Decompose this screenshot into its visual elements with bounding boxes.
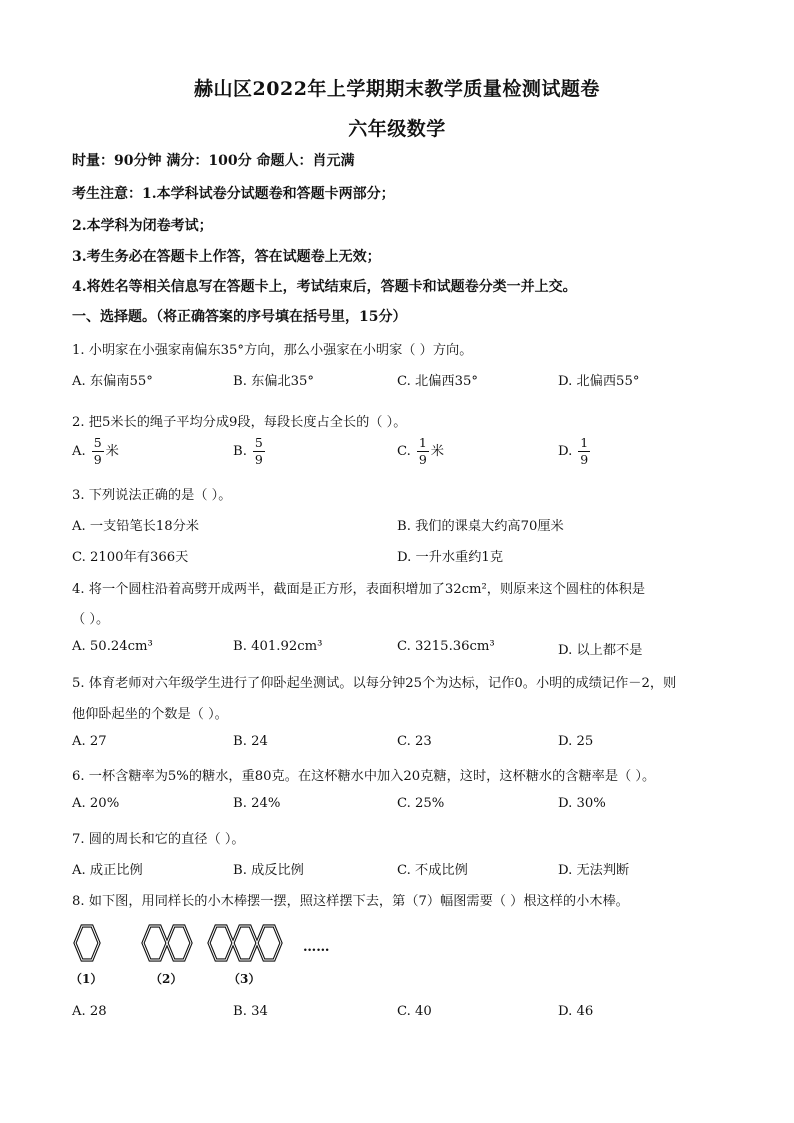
- question-8-stem: 8. 如下图，用同样长的小木棒摆一摆，照这样摆下去，第（7）幅图需要（ ）根这样的小木棒。: [72, 894, 629, 909]
- numerator: 1: [418, 435, 427, 450]
- denominator: 9: [93, 451, 102, 467]
- question-6-option-c: C. 25%: [397, 796, 445, 811]
- question-1-option-d: D. 北偏西55°: [558, 374, 640, 389]
- question-8-option-a: A. 28: [72, 1004, 107, 1019]
- figure-3-label: （3）: [228, 972, 261, 986]
- option-label: A.: [72, 444, 86, 459]
- question-6-stem: 6. 一杯含糖率为5%的糖水，重80克。在这杯糖水中加入20克糖，这时，这杯糖水的含糖率是（ ）。: [72, 769, 656, 784]
- section-heading: 一、选择题。（将正确答案的序号填在括号里，15分）: [72, 309, 407, 325]
- note-2: 2.本学科为闭卷考试；: [72, 218, 213, 234]
- denominator: 9: [254, 451, 263, 467]
- stick-pattern-figure-1: [68, 924, 113, 964]
- question-7-option-d: D. 无法判断: [558, 863, 630, 878]
- numerator: 5: [254, 435, 263, 450]
- question-7-stem: 7. 圆的周长和它的直径（ ）。: [72, 832, 245, 847]
- page-subtitle: 六年级数学: [348, 118, 446, 140]
- question-6-option-b: B. 24%: [233, 796, 281, 811]
- unit: 米: [105, 444, 119, 459]
- question-4-option-a: A. 50.24cm³: [72, 639, 153, 654]
- question-4-option-c: C. 3215.36cm³: [397, 639, 495, 654]
- question-5-option-a: A. 27: [72, 734, 107, 749]
- question-2-stem: 2. 把5米长的绳子平均分成9段，每段长度占全长的（ ）。: [72, 415, 407, 430]
- question-3-option-a: A. 一支铅笔长18分米: [72, 519, 199, 534]
- note-1: 考生注意：1.本学科试卷分试题卷和答题卡两部分；: [72, 186, 395, 202]
- figure-2-label: （2）: [150, 972, 183, 986]
- question-1-option-c: C. 北偏西35°: [397, 374, 478, 389]
- unit: 米: [430, 444, 444, 459]
- denominator: 9: [580, 451, 589, 467]
- denominator: 9: [418, 451, 427, 467]
- question-7-option-b: B. 成反比例: [233, 863, 304, 878]
- question-5-stem: 5. 体育老师对六年级学生进行了仰卧起坐测试。以每分钟25个为达标，记作0。小明的成绩记作－2，则: [72, 676, 677, 691]
- question-2-option-d: [558, 437, 592, 466]
- fraction: [92, 437, 104, 466]
- question-4-option-b: B. 401.92cm³: [233, 639, 323, 654]
- question-3-option-b: B. 我们的课桌大约高70厘米: [397, 519, 564, 534]
- page-title: 赫山区2022年上学期期末教学质量检测试题卷: [194, 78, 600, 100]
- question-5-option-b: B. 24: [233, 734, 268, 749]
- numerator: 1: [580, 435, 589, 450]
- question-7-option-a: A. 成正比例: [72, 863, 143, 878]
- question-1-option-b: B. 东偏北35°: [233, 374, 315, 389]
- option-label: C.: [397, 444, 411, 459]
- question-4-option-d: D. 以上都不是: [558, 643, 643, 658]
- question-8-option-d: D. 46: [558, 1004, 594, 1019]
- fraction: [253, 437, 265, 466]
- question-4-stem-continued: （ ）。: [72, 612, 110, 627]
- question-3-option-c: C. 2100年有366天: [72, 550, 189, 565]
- fraction: [417, 437, 429, 466]
- question-8-option-b: B. 34: [233, 1004, 268, 1019]
- question-2-option-a: [72, 437, 119, 466]
- question-2-option-b: [233, 437, 267, 466]
- question-3-stem: 3. 下列说法正确的是（ ）。: [72, 488, 232, 503]
- stick-pattern-figure-3: [204, 924, 288, 964]
- numerator: 5: [93, 435, 102, 450]
- question-6-option-a: A. 20%: [72, 796, 120, 811]
- question-2-option-c: [397, 437, 444, 466]
- question-5-option-c: C. 23: [397, 734, 432, 749]
- question-4-stem: 4. 将一个圆柱沿着高劈开成两半，截面是正方形，表面积增加了32cm²，则原来这个圆柱的体积是: [72, 582, 646, 597]
- question-6-option-d: D. 30%: [558, 796, 606, 811]
- fraction: [578, 437, 590, 466]
- option-label: D.: [558, 444, 573, 459]
- question-1-option-a: A. 东偏南55°: [72, 374, 153, 389]
- stick-pattern-figure-2: [138, 924, 198, 964]
- question-3-option-d: D. 一升水重约1克: [397, 550, 504, 565]
- exam-meta: 时量：90分钟 满分：100分 命题人：肖元满: [72, 153, 355, 169]
- note-3: 3.考生务必在答题卡上作答，答在试题卷上无效；: [72, 249, 381, 265]
- question-5-stem-continued: 他仰卧起坐的个数是（ ）。: [72, 707, 228, 722]
- figure-1-label: （1）: [70, 972, 103, 986]
- option-label: B.: [233, 444, 247, 459]
- note-4: 4.将姓名等相关信息写在答题卡上，考试结束后，答题卡和试题卷分类一并上交。: [72, 279, 577, 295]
- question-7-option-c: C. 不成比例: [397, 863, 468, 878]
- question-8-option-c: C. 40: [397, 1004, 432, 1019]
- question-5-option-d: D. 25: [558, 734, 594, 749]
- figure-ellipsis: ……: [303, 940, 330, 955]
- question-1-stem: 1. 小明家在小强家南偏东35°方向，那么小强家在小明家（ ）方向。: [72, 343, 473, 358]
